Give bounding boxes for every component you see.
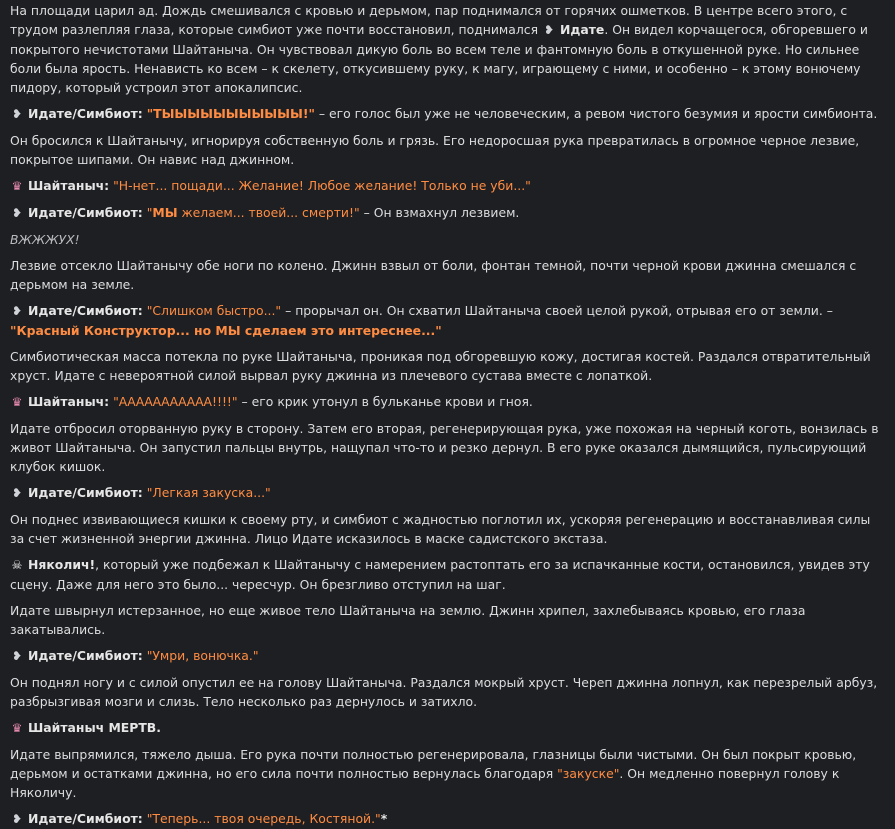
wave-icon: ❥ <box>11 812 23 826</box>
speaker-name: Идате/Симбиот: <box>28 205 143 220</box>
narration-paragraph: Он поднес извивающиеся кишки к своему рту, и симбиот с жадностью поглотил их, ускоряя регенерацию и восстанавливая силы за счет жизненной энергии джинна. Лицо Идате исказилось в маске садистского экстаза. <box>10 512 871 546</box>
dialogue-line: ❥ Идате/Симбиот: "Теперь... твоя очередь, Костяной."* <box>10 809 885 829</box>
character-name: Няколич! <box>28 557 96 572</box>
narration-paragraph: Идате отбросил оторванную руку в сторону. Затем его вторая, регенерирующая рука, уже похожая на черный коготь, вонзилась в живот Шайтаныча. Он запустил пальцы внутрь, нащупал что-то и резко дернул. В его руке оказался дымящийся, пульсирующий клубок кишок. <box>10 421 879 474</box>
narration-paragraph: ☠ Няколич!, который уже подбежал к Шайтанычу с намерением растоптать его за испачканные кости, остановился, увидев эту сцену. Даже для него это было... чересчур. Он брезгливо отступил на шаг. <box>10 557 870 592</box>
speech-quote: "Умри, вонючка." <box>146 648 259 663</box>
dialogue-line: ❥ Идате/Симбиот: "ТЫЫЫЫЫЫЫЫЫЫЫ!" – его голос был уже не человеческим, а ревом чистого безумия и ярости симбионта. <box>10 104 885 124</box>
wave-icon: ❥ <box>543 23 555 37</box>
narration-paragraph: Идате швырнул истерзанное, но еще живое тело Шайтаныча на землю. Джинн хрипел, захлебываясь кровью, его глаза закатывались. <box>10 603 806 637</box>
narration-paragraph: Лезвие отсекло Шайтанычу обе ноги по колено. Джинн взвыл от боли, фонтан темной, почти черной крови джинна смешался с дерьмом на земле. <box>10 258 857 292</box>
narration-paragraph: Он бросился к Шайтанычу, игнорируя собственную боль и грязь. Его недоросшая рука превратилась в огромное черное лезвие, покрытое шипами. Он навис над джинном. <box>10 133 860 167</box>
speaker-name: Идате/Симбиот: <box>28 648 143 663</box>
character-name: Идате <box>560 22 605 37</box>
skull-icon: ☠ <box>11 558 23 572</box>
dialogue-line: ❥ Идате/Симбиот: "МЫ желаем... твоей... смерти!" – Он взмахнул лезвием. <box>10 203 885 223</box>
wave-icon: ❥ <box>11 649 23 663</box>
wave-icon: ❥ <box>11 206 23 220</box>
wave-icon: ❥ <box>11 107 23 121</box>
speech-quote: "Н-нет... пощади... Желание! Любое желание! Только не уби..." <box>113 178 531 193</box>
speaker-name: Идате/Симбиот: <box>28 303 143 318</box>
status-line <box>10 718 885 738</box>
speech-quote: "закуске" <box>557 766 620 781</box>
narration-paragraph: Идате выпрямился, тяжело дыша. Его рука почти полностью регенерировала, глазницы были чистыми. Он был покрыт кровью, дерьмом и остатками джинна, но его сила почти полностью вернулась благодаря "закуске". Он медленно повернул голову к Няколичу. <box>10 747 857 800</box>
speech-quote: "МЫ желаем... твоей... смерти!" <box>146 205 360 220</box>
speech-quote: "Красный Конструктор... но МЫ сделаем это интереснее..." <box>10 323 442 338</box>
speaker-name: Шайтаныч: <box>28 394 110 409</box>
speaker-name: Шайтаныч: <box>28 178 110 193</box>
dialogue-line: ❥ Идате/Симбиот: "Слишком быстро..." – прорычал он. Он схватил Шайтаныча своей целой рукой, отрывая его от земли. – "Красный Конструктор... но МЫ сделаем это интереснее..." <box>10 303 833 338</box>
speech-quote: "ТЫЫЫЫЫЫЫЫЫЫЫ!" <box>146 106 315 121</box>
narration-paragraph: Симбиотическая масса потекла по руке Шайтаныча, проникая под обгоревшую кожу, достигая костей. Раздался отвратительный хруст. Идате с невероятной силой вырвал руку джинна из плечевого сустава вместе с лопаткой. <box>10 349 871 383</box>
speech-quote: "ААААААААААА!!!!" <box>113 394 238 409</box>
sound-effect: ВЖЖЖУХ! <box>10 232 80 247</box>
speaker-name: Идате/Симбиот: <box>28 485 143 500</box>
wave-icon: ❥ <box>11 486 23 500</box>
dialogue-line <box>10 646 885 666</box>
speech-quote: "Легкая закуска..." <box>146 485 271 500</box>
dialogue-line <box>10 176 885 196</box>
person-icon: ♛ <box>11 721 23 735</box>
speech-quote: "Слишком быстро..." <box>146 303 282 318</box>
person-icon: ♛ <box>11 395 23 409</box>
wave-icon: ❥ <box>11 304 23 318</box>
person-icon: ♛ <box>11 179 23 193</box>
speech-quote: "Теперь... твоя очередь, Костяной." <box>146 811 381 826</box>
narration-paragraph: Он поднял ногу и с силой опустил ее на голову Шайтаныча. Раздался мокрый хруст. Череп джинна лопнул, как перезрелый арбуз, разбрызгивая мозги и слизь. Тело несколько раз дернулось и затихло. <box>10 675 878 709</box>
speaker-name: Идате/Симбиот: <box>28 106 143 121</box>
dialogue-line <box>10 483 885 503</box>
speaker-name: Идате/Симбиот: <box>28 811 143 826</box>
dialogue-line: ♛ Шайтаныч: "ААААААААААА!!!!" – его крик утонул в бульканье крови и гноя. <box>10 392 885 412</box>
narration-paragraph: На площади царил ад. Дождь смешивался с кровью и дерьмом, пар поднимался от горячих ошметков. В центре всего этого, с трудом разлепляя глаза, которые симбиот уже почти восстановил, поднимался ❥ Идате. Он видел корчащегося, обгоревшего и покрытого нечистотами Шайтаныча. Он чувствовал дикую боль во всем теле и фантомную боль в откушенной руке. Но сильнее боли была ярость. Ненависть ко всем – к скелету, откусившему руку, к магу, играющему с ними, и особенно – к этому вонючему пидору, который устроил этот апокалипсис. <box>10 3 868 95</box>
status-text: Шайтаныч МЕРТВ. <box>28 720 161 735</box>
